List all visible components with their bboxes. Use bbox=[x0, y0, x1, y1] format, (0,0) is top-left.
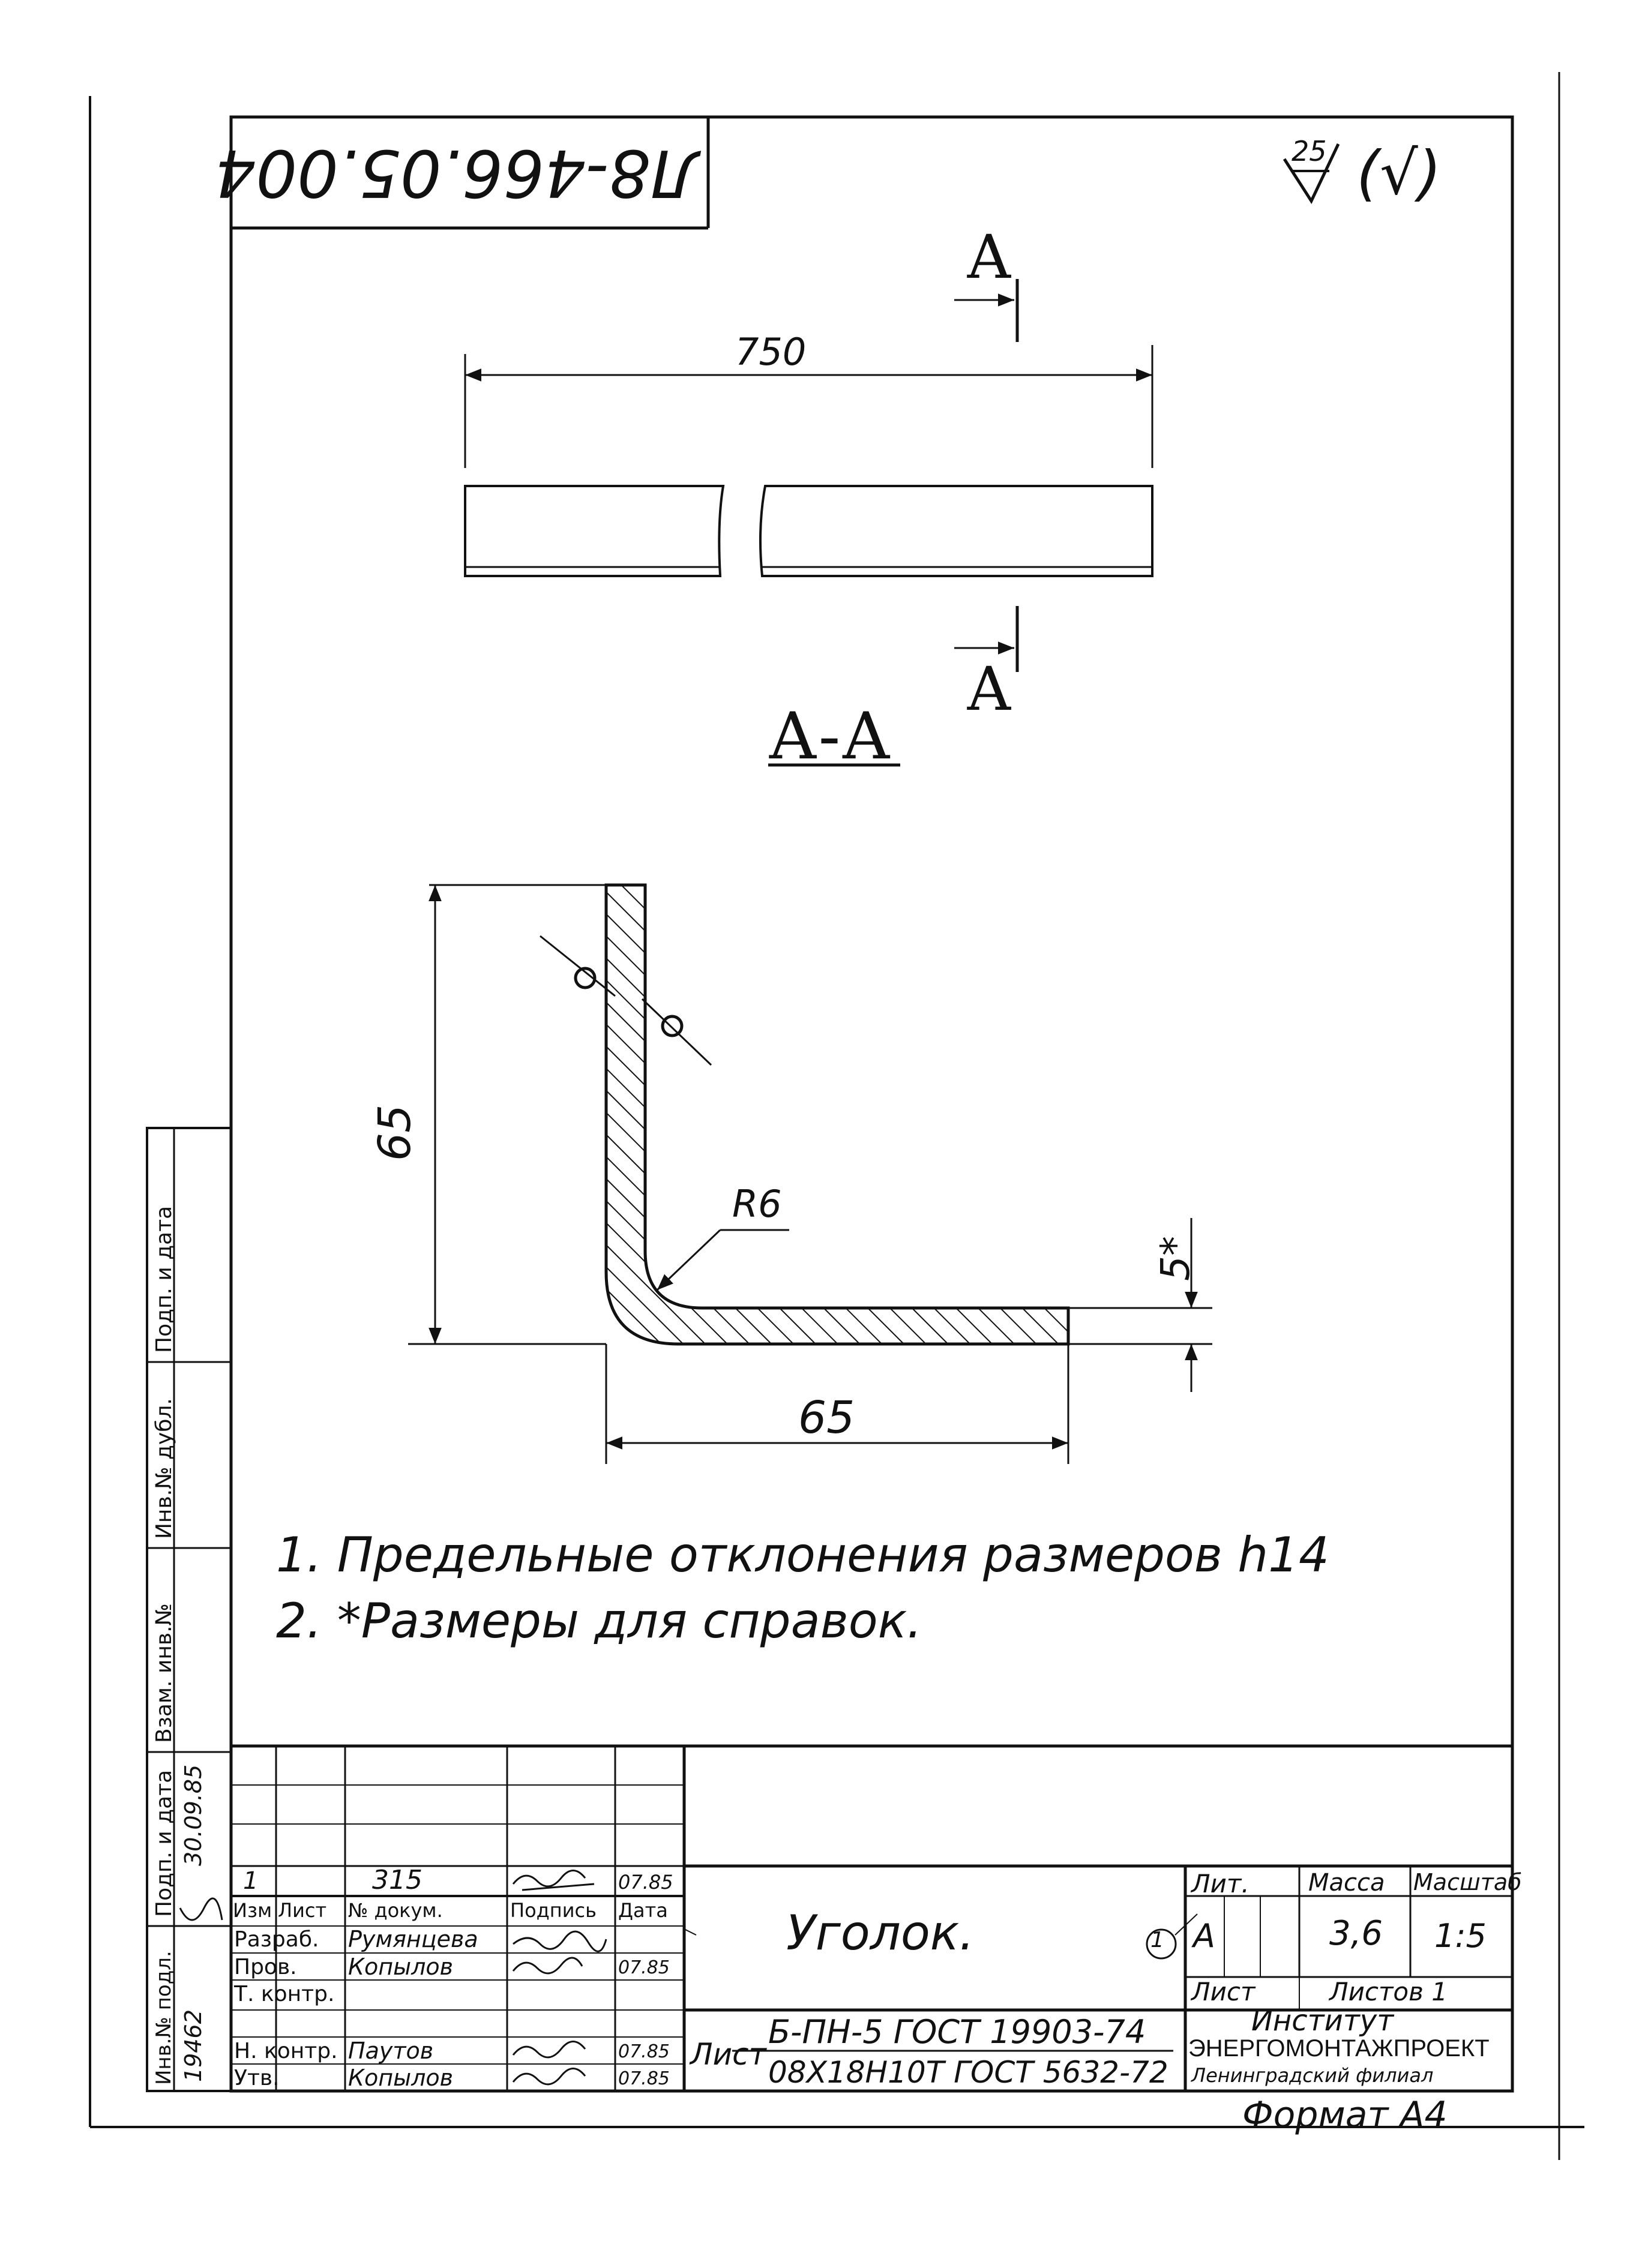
sheet-label: Лист bbox=[1191, 1977, 1256, 2006]
note-1: 1. Предельные отклонения размеров h14 bbox=[276, 1527, 1329, 1583]
side-label-sign-date-2: Подп. и дата bbox=[152, 1769, 176, 1917]
row-date: 07.85 bbox=[618, 1957, 670, 1978]
hdr-sheet: Лист bbox=[278, 1899, 327, 1922]
part-name: Уголок. bbox=[786, 1905, 975, 1961]
dim-height-label: 65 bbox=[369, 1104, 421, 1161]
org-line-3: Ленинградский филиал bbox=[1191, 2064, 1434, 2087]
row-name: Копылов bbox=[348, 1954, 454, 1980]
side-handwritten-date: 30.09.85 bbox=[180, 1764, 206, 1866]
rev-date: 07.85 bbox=[618, 1871, 673, 1894]
sheets-count: Листов 1 bbox=[1329, 1977, 1448, 2006]
hdr-sign: Подпись bbox=[510, 1899, 597, 1922]
lit-value: А bbox=[1193, 1917, 1215, 1955]
section-label: А-А bbox=[768, 699, 892, 774]
row-role: Н. контр. bbox=[234, 2039, 338, 2063]
section-mark-a-bottom: А bbox=[966, 654, 1012, 724]
org-line-1: Институт bbox=[1251, 2004, 1394, 2038]
row-date: 07.85 bbox=[618, 2068, 670, 2089]
dim-750-label: 750 bbox=[735, 330, 807, 374]
row-name: Паутов bbox=[348, 2038, 434, 2064]
sheet-ref-number: 1 bbox=[1150, 1928, 1164, 1952]
drawing-number-inverted: Л8-466.05.004 bbox=[214, 135, 699, 210]
section-mark-a-top: А bbox=[966, 222, 1012, 292]
side-label-sign-date-1: Подп. и дата bbox=[152, 1205, 176, 1353]
row-role: Т. контр. bbox=[234, 1982, 335, 2006]
side-inv-number: 19462 bbox=[180, 2009, 206, 2082]
mass-header: Масса bbox=[1308, 1869, 1385, 1897]
hdr-change: Изм bbox=[233, 1899, 272, 1922]
rev-change: 1 bbox=[243, 1867, 259, 1895]
row-role: Разраб. bbox=[234, 1927, 319, 1952]
dim-width-label: 65 bbox=[798, 1392, 855, 1444]
rev-doc: 315 bbox=[372, 1865, 423, 1895]
side-label-replace-inv: Взам. инв.№ bbox=[152, 1603, 176, 1743]
scale-header: Масштаб bbox=[1413, 1869, 1522, 1895]
radius-label: R6 bbox=[732, 1182, 782, 1226]
mass-value: 3,6 bbox=[1329, 1914, 1383, 1953]
side-label-dup-inv: Инв.№ дубл. bbox=[152, 1398, 176, 1539]
hdr-doc: № докум. bbox=[348, 1899, 443, 1922]
side-label-orig-inv: Инв.№ подл. bbox=[152, 1951, 176, 2085]
roughness-value: 25 bbox=[1292, 135, 1327, 167]
material-line-1: Б-ПН-5 ГОСТ 19903-74 bbox=[768, 2013, 1146, 2051]
note-2: 2. *Размеры для справок. bbox=[276, 1593, 922, 1649]
row-role: Утв. bbox=[234, 2066, 280, 2090]
scale-value: 1:5 bbox=[1434, 1917, 1487, 1955]
material-prefix: Лист bbox=[690, 2037, 766, 2072]
row-role: Пров. bbox=[234, 1955, 297, 1979]
material-line-2: 08Х18Н10Т ГОСТ 5632-72 bbox=[768, 2055, 1168, 2090]
hdr-date: Дата bbox=[618, 1899, 668, 1922]
row-date: 07.85 bbox=[618, 2041, 670, 2062]
format-label: Формат А4 bbox=[1242, 2094, 1448, 2136]
org-line-2: ЭНЕРГОМОНТАЖПРОЕКТ bbox=[1188, 2035, 1490, 2062]
roughness-bracket: (√) bbox=[1356, 138, 1442, 208]
row-name: Румянцева bbox=[348, 1926, 478, 1952]
dim-thickness-label: 5* bbox=[1152, 1236, 1198, 1281]
lit-header: Лит. bbox=[1191, 1869, 1250, 1898]
row-name: Копылов bbox=[348, 2065, 454, 2091]
